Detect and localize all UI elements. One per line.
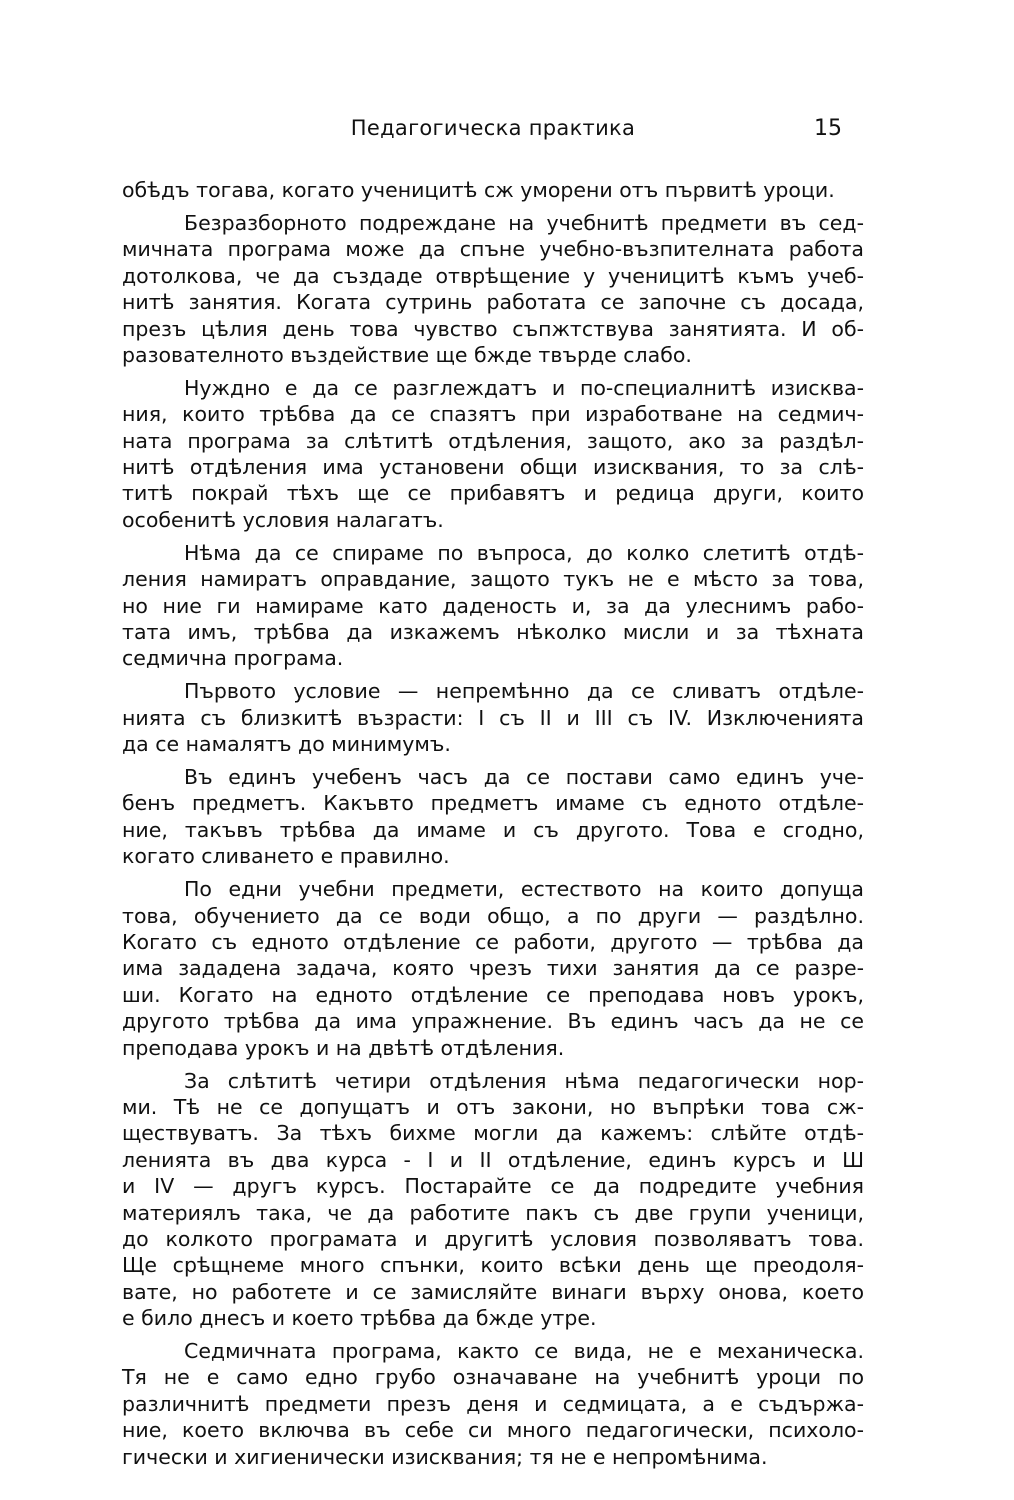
- text-line: Тя не е само едно грубо означаване на учебнитѣ уроци по: [122, 1365, 864, 1390]
- page-header: [122, 116, 864, 146]
- text-line: нитѣ отдѣления има установени общи изисквания, то за слѣ-: [122, 455, 864, 480]
- text-line: мичната програма може да спъне учебно-възпителната работа: [122, 237, 864, 262]
- text-line: обѣдъ тогава, когато ученицитѣ сж уморени отъ първитѣ уроци.: [122, 178, 835, 202]
- text-line: бенъ предметъ. Какъвто предметъ имаме съ едното отдѣле-: [122, 791, 864, 816]
- text-line: ния, които трѣбва да се спазятъ при изработване на седмич-: [122, 402, 864, 427]
- text-line: вате, но работете и се замисляйте винаги върху онова, което: [122, 1279, 864, 1304]
- text-line: Седмичната програма, както се вида, не е механическа.: [184, 1339, 864, 1364]
- text-line: и IV — другъ курсъ. Постарайте се да подредите учебния: [122, 1174, 864, 1199]
- paragraph: [122, 1068, 864, 1332]
- paragraph: [122, 210, 864, 368]
- text-line: до колкото програмата и другитѣ условия позволяватъ това.: [122, 1226, 864, 1251]
- text-line: разователното въздействие ще бжде твърде слабо.: [122, 342, 692, 367]
- text-line: когато сливането е правилно.: [122, 844, 450, 869]
- text-line: да се намалятъ до минимумъ.: [122, 732, 451, 757]
- text-line: Нѣма да се спираме по въпроса, до колко слетитѣ отдѣ-: [184, 540, 864, 565]
- text-line: ленията въ два курса - I и II отдѣление, единъ курсъ и Ш: [122, 1147, 864, 1172]
- paragraph: [122, 1338, 864, 1470]
- text-line: особенитѣ условия налагатъ.: [122, 507, 444, 532]
- text-line: ществуватъ. За тѣхъ бихме могли да кажемъ: слѣйте отдѣ-: [122, 1121, 864, 1146]
- text-line: ши. Когато на едното отдѣление се преподава новъ урокъ,: [122, 982, 864, 1007]
- text-line: титѣ покрай тѣхъ ще се прибавятъ и редица други, които: [122, 481, 864, 506]
- text-line: е било днесъ и което трѣбва да бжде утре.: [122, 1306, 597, 1331]
- text-line: По едни учебни предмети, естеството на които допуща: [184, 877, 864, 902]
- text-line: дотолкова, че да създаде отврѣщение у ученицитѣ къмъ учеб-: [122, 263, 864, 288]
- text-line: Безразборното подреждане на учебнитѣ предмети въ сед-: [184, 210, 864, 235]
- running-title: Педагогическа практика: [350, 116, 636, 140]
- paragraph: [122, 177, 864, 203]
- text-line: има зададена задача, която чрезъ тихи занятия да се разре-: [122, 956, 864, 981]
- text-line: презъ цѣлия день това чувство съпжтствува занятията. И об-: [122, 316, 864, 341]
- text-line: Първото условие — непремѣнно да се сливатъ отдѣле-: [184, 679, 864, 704]
- text-line: преподава урокъ и на двѣтѣ отдѣления.: [122, 1035, 565, 1060]
- text-line: Нуждно е да се разглеждатъ и по-специалнитѣ изисква-: [184, 375, 864, 400]
- text-line: Ще срѣщнеме много спънки, които всѣки день ще преодоля-: [122, 1253, 864, 1278]
- paragraph: [122, 540, 864, 672]
- text-line: гически и хигиенически изисквания; тя не е непромѣнима.: [122, 1444, 768, 1469]
- page-body: [122, 177, 864, 1470]
- text-line: тата имъ, трѣбва да изкажемъ нѣколко мисли и за тѣхната: [122, 620, 864, 644]
- paragraph: [122, 375, 864, 533]
- page-number: 15: [814, 116, 842, 141]
- text-line: ления намиратъ оправдание, защото тукъ не е мѣсто за това,: [122, 567, 864, 592]
- text-line: За слѣтитѣ четири отдѣления нѣма педагогически нор-: [184, 1068, 864, 1093]
- paragraph: [122, 764, 864, 870]
- text-line: ние, такъвъ трѣбва да имаме и съ другото. Това е сгодно,: [122, 817, 864, 842]
- paragraph: [122, 876, 864, 1061]
- text-line: ние, което включва въ себе си много педагогически, психоло-: [122, 1418, 864, 1443]
- text-line: Когато съ едното отдѣление се работи, другото — трѣбва да: [122, 929, 864, 954]
- text-line: седмична програма.: [122, 646, 344, 671]
- text-line: другото трѣбва да има упражнение. Въ единъ часъ да не се: [122, 1009, 864, 1034]
- paragraph: [122, 678, 864, 757]
- text-line: това, обучението да се води общо, а по други — раздѣлно.: [122, 903, 864, 928]
- text-line: ми. Тѣ не се допущатъ и отъ закони, но въпрѣки това сж-: [122, 1094, 864, 1119]
- text-line: нитѣ занятия. Когата сутринь работата се започне съ досада,: [122, 290, 864, 315]
- text-line: различнитѣ предмети презъ деня и седмицата, а е съдържа-: [122, 1391, 864, 1416]
- text-line: но ние ги намираме като даденость и, за да улеснимъ рабо-: [122, 593, 864, 618]
- text-line: материялъ така, че да работите пакъ съ две групи ученици,: [122, 1200, 864, 1225]
- text-line: нията съ близкитѣ възрасти: I съ II и III съ IV. Изключенията: [122, 705, 864, 730]
- text-line: Въ единъ учебенъ часъ да се постави само единъ уче-: [184, 765, 864, 790]
- text-line: ната програма за слѣтитѣ отдѣления, защото, ако за раздѣл-: [122, 428, 864, 453]
